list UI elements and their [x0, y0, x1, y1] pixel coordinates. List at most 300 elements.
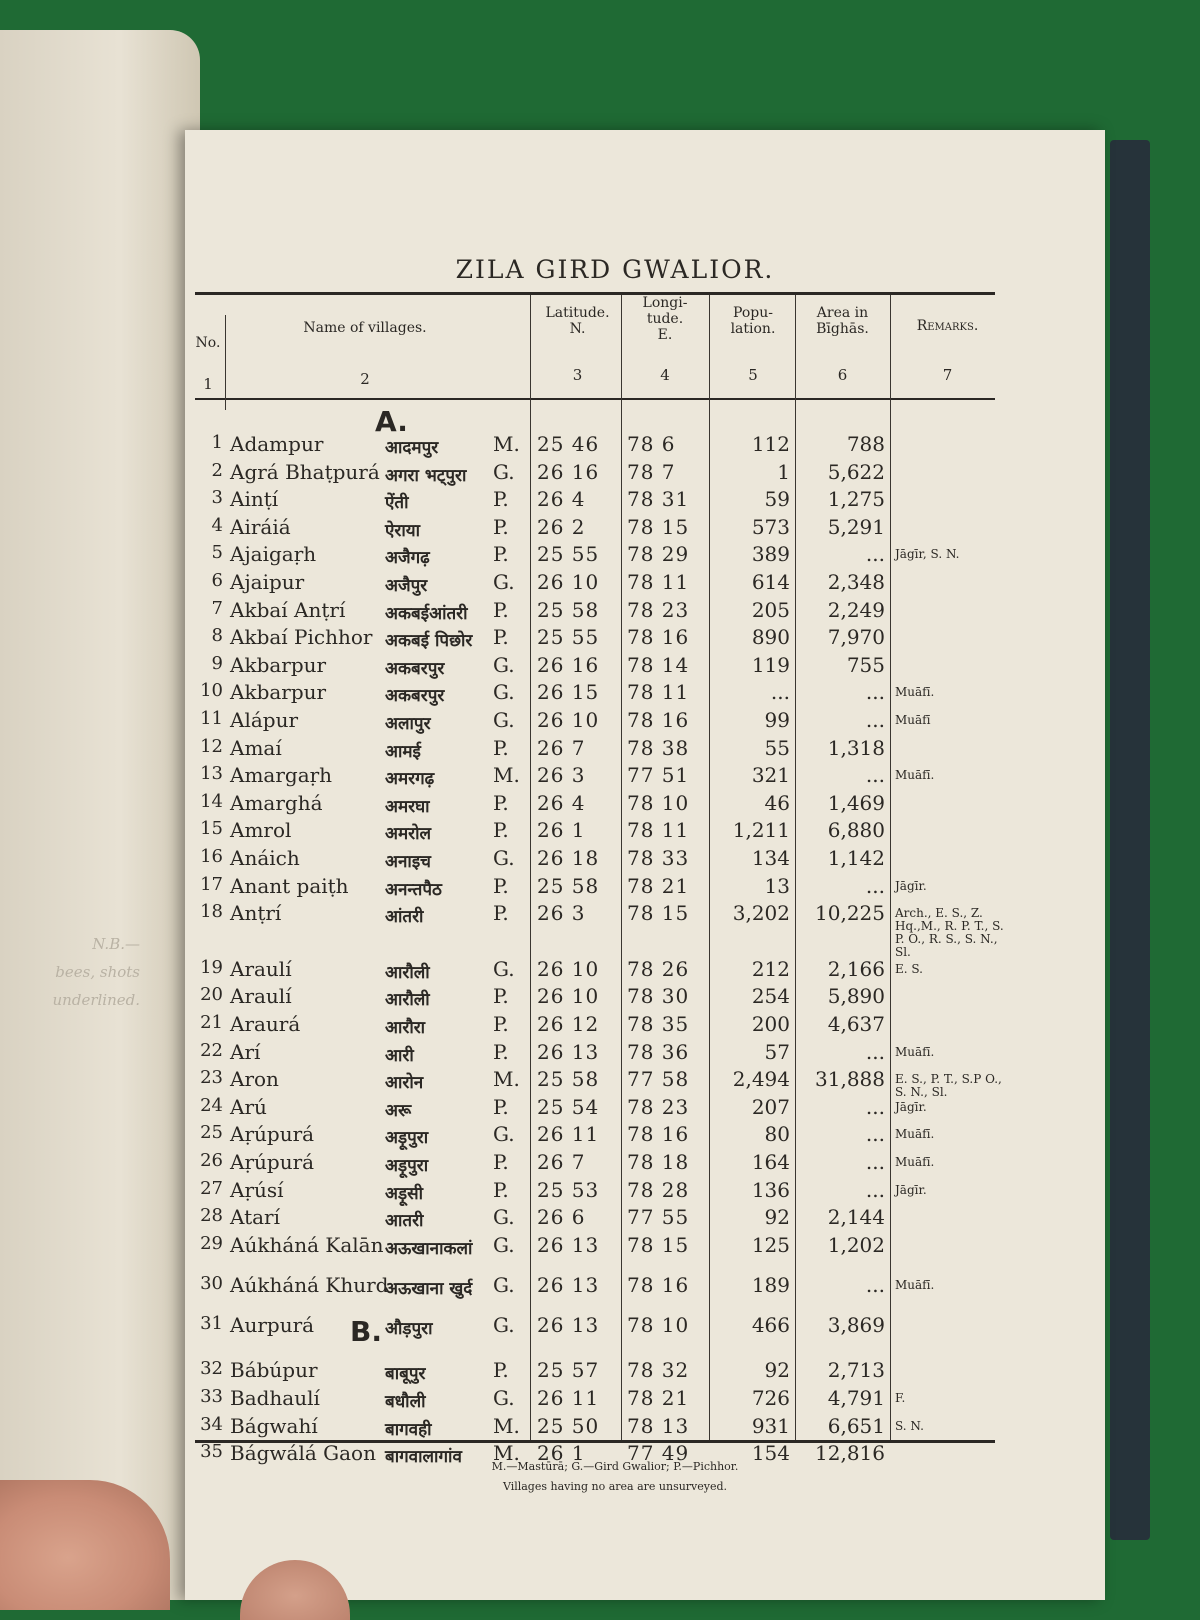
cell-area: 10,225	[815, 901, 885, 926]
cell-hindi: औड़पुरा	[385, 1318, 433, 1339]
cell-name: Ajaigaṛh	[230, 542, 317, 567]
cell-lon: 78 29	[627, 542, 690, 567]
right-page	[185, 130, 1105, 1600]
cell-pop: 200	[751, 1012, 790, 1036]
cell-hindi: बधौली	[385, 1392, 426, 1412]
cell-lon: 78 23	[627, 597, 690, 622]
cell-hindi: अकबरपुर	[385, 686, 445, 707]
cell-area: ...	[865, 680, 885, 705]
cell-area: 1,202	[827, 1232, 885, 1257]
cell-lon: 78 21	[627, 1386, 690, 1410]
left-page	[0, 30, 200, 1600]
cell-pop: 99	[764, 708, 790, 732]
cell-lon: 78 32	[627, 1358, 690, 1383]
cell-lon: 78 16	[627, 625, 690, 650]
cell-dist: M.	[493, 432, 520, 456]
cell-lon: 78 18	[627, 1150, 690, 1174]
table-row	[185, 1233, 1085, 1260]
cell-lat: 26 7	[537, 1150, 586, 1174]
cell-lon: 77 55	[627, 1205, 690, 1230]
cell-name: Akbarpur	[230, 652, 327, 677]
cell-area: 1,142	[827, 846, 885, 870]
cell-lat: 26 10	[537, 708, 600, 732]
cell-name: Alápur	[230, 708, 299, 732]
cell-hindi: आरौली	[385, 962, 430, 983]
cell-lon: 78 7	[627, 459, 676, 484]
cell-hindi: ऐंती	[385, 493, 409, 514]
cell-lat: 26 3	[537, 901, 586, 926]
header-remarks: Remarks.	[916, 318, 979, 334]
cell-dist: M.	[493, 763, 520, 788]
cell-pop: 573	[751, 514, 790, 539]
section-letter-b: B.	[350, 1315, 382, 1348]
table-row	[185, 1414, 1085, 1441]
cell-name: Aṛúsí	[230, 1177, 284, 1202]
cell-lon: 78 16	[627, 708, 690, 732]
cell-dist: G.	[493, 1312, 515, 1337]
cell-lat: 26 15	[537, 680, 600, 705]
cell-hindi: अमरघा	[385, 796, 430, 817]
cell-pop: 3,202	[732, 901, 790, 926]
cell-name: Amarghá	[230, 790, 323, 815]
cell-dist: P.	[493, 735, 509, 760]
cell-lat: 26 7	[537, 735, 586, 760]
cell-no: 1	[211, 432, 223, 453]
cell-dist: M.	[493, 1067, 520, 1092]
cell-lat: 26 10	[537, 956, 600, 981]
cell-lon: 78 26	[627, 956, 690, 981]
cell-dist: G.	[493, 1205, 515, 1230]
table-row	[185, 1122, 1085, 1149]
cell-dist: G.	[493, 459, 515, 484]
cell-hindi: अगरा भट्पुरा	[385, 465, 467, 486]
cell-hindi: आरोन	[385, 1073, 424, 1094]
cell-lat: 26 10	[537, 570, 600, 594]
cell-hindi: अकबई पिछोर	[385, 631, 473, 652]
cell-lon: 78 33	[627, 846, 690, 870]
cell-hindi: आरौली	[385, 990, 430, 1011]
cell-pop: 931	[751, 1413, 790, 1438]
cell-lon: 78 31	[627, 487, 690, 512]
cell-rem: E. S., P. T., S.P O., S. N., Sl.	[895, 1072, 1002, 1100]
cell-rem: Muāfī.	[895, 1277, 935, 1292]
cell-lon: 78 10	[627, 790, 690, 815]
cell-area: ...	[865, 542, 885, 567]
table-row	[185, 598, 1085, 625]
cell-hindi: अमरोल	[385, 824, 432, 845]
cell-no: 32	[200, 1358, 223, 1380]
cell-no: 24	[200, 1094, 223, 1116]
cell-no: 6	[211, 570, 223, 591]
cell-rem: Muāfī.	[895, 1155, 935, 1169]
cell-rem: Muāfī.	[895, 1127, 935, 1142]
cell-hindi: बागवालागांव	[385, 1447, 462, 1468]
table-row	[185, 515, 1085, 542]
cell-dist: P.	[493, 1358, 509, 1383]
cell-name: Akbarpur	[230, 680, 327, 705]
cell-no: 27	[200, 1177, 223, 1199]
cell-rem: Muāfī.	[895, 1044, 935, 1059]
cell-lat: 26 16	[537, 459, 600, 484]
cell-rem: Jāgīr.	[895, 1182, 927, 1197]
bleed-text-2: bees, shots	[55, 963, 140, 981]
cell-lon: 77 58	[627, 1067, 690, 1092]
cell-lon: 77 49	[627, 1441, 690, 1466]
colnum-2: 2	[360, 370, 370, 388]
cell-area: 1,275	[827, 487, 885, 512]
cell-area: ...	[865, 1177, 885, 1202]
cell-no: 16	[200, 846, 223, 867]
table-row	[185, 1313, 1085, 1340]
cell-dist: M.	[493, 1413, 520, 1438]
cell-name: Aúkháná Khurd	[230, 1272, 389, 1297]
cell-pop: 80	[764, 1122, 790, 1147]
cell-pop: 205	[751, 597, 790, 622]
cell-lat: 26 11	[537, 1122, 600, 1147]
table-row	[185, 432, 1085, 459]
cell-pop: 134	[751, 846, 790, 870]
cell-name: Atarí	[230, 1205, 281, 1230]
cell-lat: 26 2	[537, 514, 586, 539]
cell-lat: 26 18	[537, 846, 600, 870]
cell-lat: 25 57	[537, 1358, 600, 1383]
cell-lon: 78 15	[627, 1232, 690, 1257]
cell-name: Anant paiṭh	[230, 873, 349, 898]
cell-rem: Muāfī.	[895, 685, 935, 700]
cell-no: 3	[211, 487, 223, 509]
cell-pop: 890	[751, 625, 790, 650]
cell-pop: 466	[751, 1312, 790, 1337]
cell-pop: 1,211	[732, 818, 790, 843]
cell-lat: 26 12	[537, 1012, 600, 1036]
cell-no: 4	[211, 514, 223, 536]
cell-dist: G.	[493, 1232, 515, 1257]
cell-name: Amargaṛh	[230, 763, 333, 788]
cell-area: 31,888	[815, 1067, 885, 1092]
cell-name: Amrol	[230, 818, 292, 843]
header-population: Popu- lation.	[730, 305, 776, 337]
cell-hindi: बाबूपुर	[385, 1364, 426, 1385]
cell-pop: 207	[751, 1094, 790, 1119]
cell-lat: 26 13	[537, 1312, 600, 1337]
cell-lon: 78 11	[627, 570, 690, 594]
cell-hindi: बागवही	[385, 1419, 432, 1440]
cell-dist: P.	[493, 597, 509, 622]
cell-rem: E. S.	[895, 961, 923, 976]
cell-lon: 78 21	[627, 873, 690, 898]
cell-dist: P.	[493, 1094, 509, 1119]
section-letter-a: A.	[375, 405, 408, 438]
cell-name: Akbaí Pichhor	[230, 625, 373, 650]
cell-name: Aúkháná Kalān	[230, 1232, 384, 1257]
table-row	[185, 460, 1085, 487]
cell-hindi: आतरी	[385, 1211, 424, 1232]
cell-pop: 212	[751, 956, 790, 981]
cell-hindi: आंतरी	[385, 907, 424, 928]
cell-hindi: अड़ूसी	[385, 1183, 423, 1204]
cell-dist: P.	[493, 542, 509, 567]
cell-name: Arí	[230, 1039, 261, 1064]
table-row	[185, 570, 1085, 597]
cell-no: 28	[200, 1205, 223, 1227]
cell-dist: G.	[493, 1122, 515, 1147]
cell-area: ...	[865, 1272, 885, 1297]
cell-hindi: अकबरपुर	[385, 658, 445, 679]
cell-dist: P.	[493, 625, 509, 650]
cell-hindi: अऊखानाकलां	[385, 1238, 473, 1259]
cell-dist: P.	[493, 873, 509, 898]
cell-dist: G.	[493, 708, 515, 732]
cell-no: 5	[211, 542, 223, 564]
colnum-4: 4	[660, 366, 670, 384]
cell-no: 17	[200, 873, 223, 895]
table-row	[185, 487, 1085, 514]
cell-no: 22	[200, 1039, 223, 1061]
cell-lon: 78 28	[627, 1177, 690, 1202]
cell-hindi: अऊखाना खुर्द	[385, 1278, 473, 1299]
cell-lon: 78 14	[627, 652, 690, 677]
cell-no: 34	[200, 1413, 223, 1435]
cell-name: Araulí	[230, 984, 292, 1009]
cell-lat: 25 54	[537, 1094, 600, 1119]
cell-rem: S. N.	[895, 1418, 924, 1433]
cell-lon: 78 6	[627, 432, 676, 456]
cell-pop: 136	[751, 1177, 790, 1202]
cell-rem: Arch., E. S., Z. Hq.,M., R. P. T., S. P. O., R. S., S. N., Sl.	[895, 906, 1004, 960]
cell-name: Ajaipur	[230, 570, 305, 594]
col-divider	[225, 315, 226, 410]
cell-no: 8	[211, 625, 223, 647]
cell-area: 2,144	[827, 1205, 885, 1230]
cell-dist: M.	[493, 1441, 520, 1466]
colnum-6: 6	[837, 366, 848, 384]
cell-no: 10	[200, 680, 223, 702]
cell-no: 14	[200, 790, 223, 812]
cell-no: 2	[211, 459, 223, 481]
cell-hindi: अनाइच	[385, 852, 431, 872]
cell-area: ...	[865, 763, 885, 788]
cell-name: Badhaulí	[230, 1386, 320, 1410]
cell-dist: P.	[493, 790, 509, 815]
table-row	[185, 846, 1085, 873]
cell-lat: 25 58	[537, 1067, 600, 1092]
cell-pop: 726	[751, 1386, 790, 1410]
cell-area: 2,713	[827, 1358, 885, 1383]
cell-dist: P.	[493, 1039, 509, 1064]
colnum-7: 7	[942, 366, 953, 384]
cell-area: 2,249	[827, 597, 885, 622]
table-row	[185, 1273, 1085, 1300]
cell-name: Aṛúpurá	[230, 1150, 315, 1174]
cell-no: 15	[200, 818, 223, 840]
cell-no: 19	[200, 956, 223, 978]
cell-rem: Muāfī.	[895, 768, 935, 783]
cell-lon: 78 15	[627, 901, 690, 926]
cell-name: Arú	[230, 1094, 267, 1119]
cell-area: ...	[865, 708, 885, 732]
table-row	[185, 1150, 1085, 1177]
cell-pop: 125	[751, 1232, 790, 1257]
cell-lat: 26 1	[537, 1441, 586, 1466]
page-title: ZILA GIRD GWALIOR.	[455, 255, 775, 284]
cell-pop: 92	[764, 1358, 790, 1383]
cell-hindi: अमरगढ़	[385, 769, 435, 790]
cell-no: 29	[200, 1232, 223, 1254]
cell-lat: 25 58	[537, 873, 600, 898]
cell-area: ...	[865, 1150, 885, 1174]
table-row	[185, 1040, 1085, 1067]
cell-name: Anṭrí	[230, 901, 282, 926]
table-row	[185, 957, 1085, 984]
cell-name: Agrá Bhaṭpurá	[230, 459, 380, 484]
cell-name: Aron	[230, 1067, 279, 1092]
cell-no: 26	[200, 1150, 223, 1171]
bleed-text-1: N.B.—	[92, 935, 140, 953]
cell-dist: P.	[493, 1012, 509, 1036]
cell-name: Anáich	[230, 846, 300, 870]
cell-hindi: अड़ूपुरा	[385, 1128, 429, 1149]
cell-area: 1,469	[827, 790, 885, 815]
cell-pop: 46	[764, 790, 790, 815]
cell-lat: 26 10	[537, 984, 600, 1009]
cell-dist: P.	[493, 1177, 509, 1202]
cell-dist: G.	[493, 680, 515, 705]
cell-name: Ainṭí	[230, 487, 279, 512]
cell-no: 11	[200, 708, 223, 729]
cell-pop: 189	[751, 1272, 790, 1297]
cell-lon: 78 15	[627, 514, 690, 539]
header-area: Area in Bīghās.	[816, 305, 869, 337]
table-row	[185, 901, 1085, 960]
cell-dist: P.	[493, 514, 509, 539]
cell-area: 7,970	[827, 625, 885, 650]
cell-no: 20	[200, 984, 223, 1006]
cell-dist: G.	[493, 846, 515, 870]
cell-pop: 154	[751, 1441, 790, 1466]
footer-note: Villages having no area are unsurveyed.	[502, 1480, 728, 1493]
cell-name: Adampur	[230, 432, 324, 456]
cell-no: 21	[200, 1012, 223, 1033]
cell-area: 4,637	[827, 1012, 885, 1036]
table-row	[185, 1178, 1085, 1205]
colnum-3: 3	[572, 366, 583, 384]
cell-dist: G.	[493, 1272, 515, 1297]
cell-hindi: अजैगढ़	[385, 548, 430, 569]
cell-no: 25	[200, 1122, 223, 1144]
cell-lat: 25 53	[537, 1177, 600, 1202]
cell-area: ...	[865, 1039, 885, 1064]
cell-area: 1,318	[827, 735, 885, 760]
cell-hindi: अरू	[385, 1100, 412, 1121]
cell-lon: 78 10	[627, 1312, 690, 1337]
header-bottom-rule	[195, 398, 995, 400]
cell-no: 30	[200, 1272, 223, 1294]
cell-dist: P.	[493, 1150, 509, 1174]
cell-dist: P.	[493, 901, 509, 926]
cell-pop: 389	[751, 542, 790, 567]
cell-lon: 78 16	[627, 1122, 690, 1147]
cell-area: 12,816	[815, 1441, 885, 1466]
table-row	[185, 625, 1085, 652]
table-row	[185, 818, 1085, 845]
header-no: No.	[195, 335, 221, 351]
cell-area: ...	[865, 1122, 885, 1147]
cell-name: Aurpurá	[230, 1312, 315, 1337]
cell-lat: 26 4	[537, 790, 586, 815]
cell-name: Bágwálá Gaon	[230, 1441, 376, 1466]
cell-lat: 25 46	[537, 432, 600, 456]
cell-hindi: ऐराया	[385, 520, 421, 541]
cell-pop: 92	[764, 1205, 790, 1230]
cell-hindi: अलापुर	[385, 714, 431, 734]
header-longitude: Longi- tude. E.	[642, 295, 688, 343]
cell-area: 6,651	[827, 1413, 885, 1438]
table-row	[185, 791, 1085, 818]
cell-hindi: आदमपुर	[385, 438, 439, 458]
cell-lat: 26 6	[537, 1205, 586, 1230]
cell-lon: 78 11	[627, 680, 690, 705]
cell-pop: 112	[751, 432, 790, 456]
cell-dist: P.	[493, 984, 509, 1009]
cell-rem: Jāgīr.	[895, 1099, 927, 1114]
cell-area: 2,348	[827, 570, 885, 594]
cell-pop: 55	[764, 735, 790, 760]
cell-pop: 59	[764, 487, 790, 512]
table-row	[185, 542, 1085, 569]
table-row	[185, 680, 1085, 707]
cell-area: 4,791	[827, 1386, 885, 1410]
cell-no: 23	[200, 1067, 223, 1089]
cell-lon: 77 51	[627, 763, 690, 788]
cell-area: 2,166	[827, 956, 885, 981]
cell-name: Airáiá	[230, 514, 291, 539]
cell-pop: 614	[751, 570, 790, 594]
cell-pop: 254	[751, 984, 790, 1009]
table-row	[185, 874, 1085, 901]
cell-dist: G.	[493, 1386, 515, 1410]
table-row	[185, 763, 1085, 790]
cell-pop: 1	[777, 459, 790, 484]
table-row	[185, 984, 1085, 1011]
cell-lat: 26 4	[537, 487, 586, 512]
table-row	[185, 1012, 1085, 1039]
cell-name: Amaí	[230, 735, 282, 760]
cell-lat: 25 58	[537, 597, 600, 622]
cell-lon: 78 11	[627, 818, 690, 843]
cell-no: 33	[200, 1386, 223, 1407]
cell-no: 12	[200, 735, 223, 757]
table-row	[185, 653, 1085, 680]
cell-lat: 26 13	[537, 1272, 600, 1297]
cell-lat: 26 13	[537, 1232, 600, 1257]
cell-no: 18	[200, 901, 223, 923]
cell-hindi: आरी	[385, 1045, 414, 1066]
cell-lon: 78 38	[627, 735, 690, 760]
header-top-rule	[195, 292, 995, 295]
colnum-5: 5	[748, 366, 758, 384]
table-row	[185, 1386, 1085, 1413]
table-row	[185, 708, 1085, 735]
cell-rem: Muāfī	[895, 713, 931, 727]
cell-no: 31	[200, 1312, 223, 1334]
cell-area: 788	[846, 432, 885, 456]
cell-lat: 25 50	[537, 1413, 600, 1438]
footer-legend: M.—Mastūrā; G.—Gird Gwalior; P.—Pichhor.	[491, 1460, 739, 1473]
cell-lon: 78 16	[627, 1272, 690, 1297]
cell-lon: 78 36	[627, 1039, 690, 1064]
cell-lon: 78 23	[627, 1094, 690, 1119]
cell-rem: Jāgīr, S. N.	[895, 547, 960, 562]
